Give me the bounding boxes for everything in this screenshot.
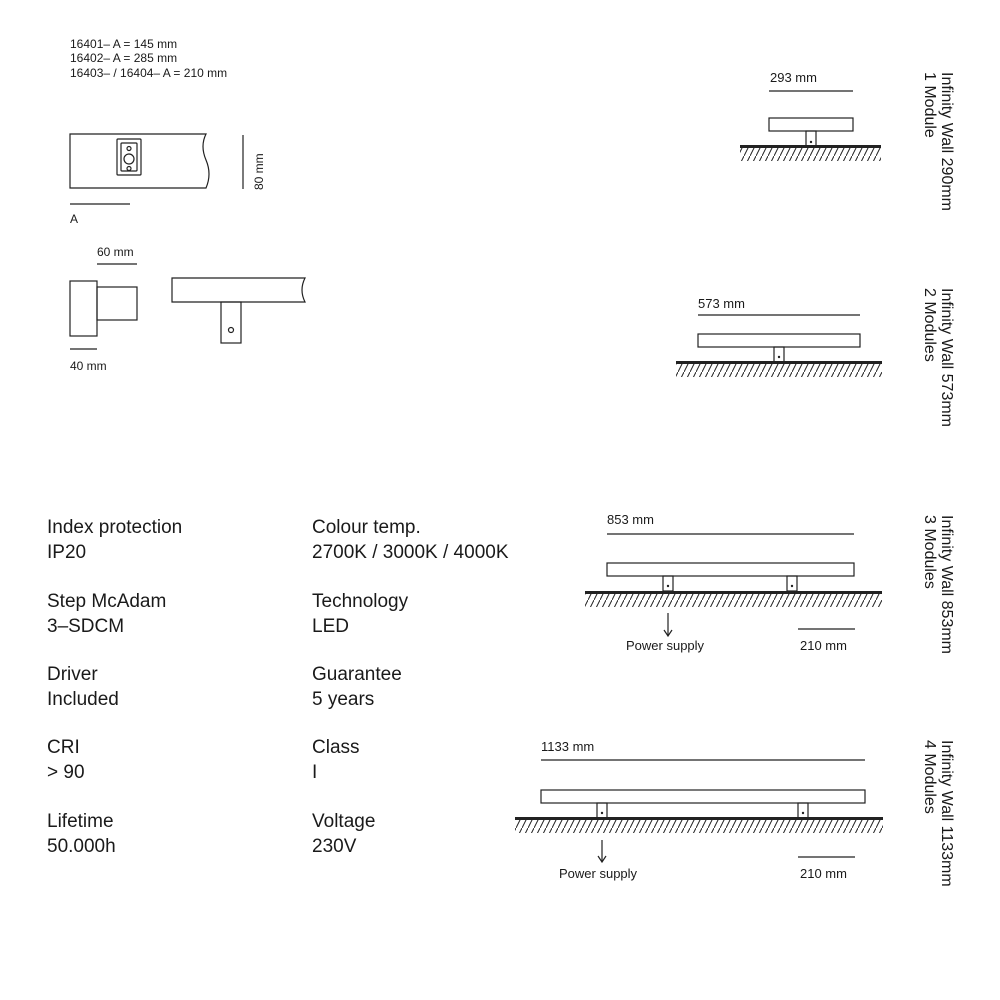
variant-2-title	[921, 288, 955, 427]
spec-value: 2700K / 3000K / 4000K	[312, 542, 509, 563]
spec-value: > 90	[47, 762, 85, 783]
spec-label: Voltage	[312, 811, 376, 832]
variant-1-drawing	[740, 91, 881, 161]
code-line-16401: 16401– A = 145 mm	[70, 37, 178, 51]
variant-4-spacing-label: 210 mm	[800, 866, 847, 881]
spec-value: LED	[312, 616, 349, 637]
variant-4-drawing	[515, 760, 883, 862]
variant-3-name: Infinity Wall 853mm	[938, 515, 955, 654]
variant-2-name: Infinity Wall 573mm	[938, 288, 955, 427]
spec-label: CRI	[47, 737, 80, 758]
spec-label: Technology	[312, 591, 409, 612]
variant-3-drawing	[585, 534, 882, 636]
spec-value: 3–SDCM	[47, 616, 125, 637]
base-dimension-label: 40 mm	[70, 359, 107, 373]
spec-label: Step McAdam	[47, 591, 167, 612]
top-view-drawing	[172, 278, 305, 343]
variant-1-name: Infinity Wall 290mm	[938, 72, 955, 211]
spec-value: 230V	[312, 836, 357, 857]
variant-2-drawing	[676, 315, 882, 377]
spec-label: Colour temp.	[312, 517, 421, 538]
variant-4-modules: 4 Modules	[921, 740, 938, 814]
depth-dimension-label: 60 mm	[97, 245, 134, 259]
side-view-drawing	[70, 264, 137, 349]
spec-label: Index protection	[47, 517, 183, 538]
variant-3-power-supply-label: Power supply	[626, 638, 705, 653]
variant-3-spacing-label: 210 mm	[800, 638, 847, 653]
variant-1-modules: 1 Module	[921, 72, 938, 138]
variant-2-length-label: 573 mm	[698, 296, 745, 311]
variant-3-length-label: 853 mm	[607, 512, 654, 527]
spec-value: Included	[47, 689, 119, 710]
variant-4-length-label: 1133 mm	[541, 739, 595, 754]
spec-label: Class	[312, 737, 360, 758]
spec-label: Lifetime	[47, 811, 114, 832]
variant-4-power-supply-label: Power supply	[559, 866, 638, 881]
variant-3-modules: 3 Modules	[921, 515, 938, 589]
a-dimension-label: A	[70, 212, 79, 226]
spec-label: Driver	[47, 664, 98, 685]
spec-value: I	[312, 762, 318, 783]
variant-4-title	[921, 740, 955, 887]
variant-1-title	[921, 72, 955, 211]
variant-4-name: Infinity Wall 1133mm	[938, 740, 955, 887]
spec-value: IP20	[47, 542, 87, 563]
variant-2-modules: 2 Modules	[921, 288, 938, 362]
code-line-16403-16404: 16403– / 16404– A = 210 mm	[70, 66, 228, 80]
spec-label: Guarantee	[312, 664, 402, 685]
spec-value: 50.000h	[47, 836, 116, 857]
code-line-16402: 16402– A = 285 mm	[70, 51, 178, 65]
front-view-drawing	[70, 134, 243, 204]
variant-1-length-label: 293 mm	[770, 70, 817, 85]
variant-3-title	[921, 515, 955, 654]
spec-value: 5 years	[312, 689, 375, 710]
